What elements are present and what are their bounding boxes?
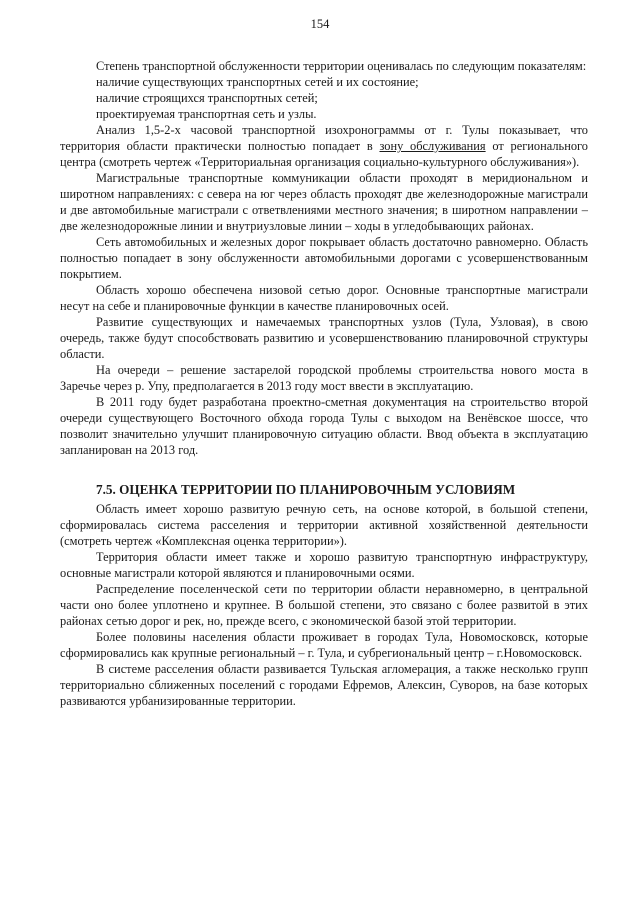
transport-infrastructure-paragraph: Территория области имеет также и хорошо развитую транспортную инфраструктуру, основные магистрали которой являются и планировочными осями. — [60, 550, 588, 580]
isochrone-text-end: от регионального центра (смотреть чертеж «Территориальная организация социально-культурного обслуживания»). — [60, 139, 588, 169]
section-heading: 7.5. ОЦЕНКА ТЕРРИТОРИИ ПО ПЛАНИРОВОЧНЫМ УСЛОВИЯМ — [96, 482, 516, 497]
bridge-paragraph: На очереди – решение застарелой городской проблемы строительства нового моста в Заречье через р. Упу, предполагается в 2013 году мост ввести в эксплуатацию. — [60, 363, 588, 393]
intro-list-item: проектируемая транспортная сеть и узлы. — [96, 107, 317, 121]
service-zone-link[interactable]: зону обслуживания — [379, 139, 486, 153]
intro-list-item: наличие строящихся транспортных сетей; — [96, 91, 318, 105]
bypass-paragraph: В 2011 году будет разработана проектно-сметная документация на строительство второй очереди существующего Восточного обхода города Тулы с выходом на Венёвское шоссе, что позволит значительно улучшит планировочную ситуацию области. Ввод объекта в эксплуатацию запланирован на 2013 год. — [60, 395, 588, 457]
transport-hubs-paragraph: Развитие существующих и намечаемых транспортных узлов (Тула, Узловая), в свою очередь, также будут способствовать развитию и усовершенствованию планировочной структуры области. — [60, 315, 588, 361]
population-paragraph: Более половины населения области проживает в городах Тула, Новомосковск, которые сформировались как крупные региональный – г. Тула, и субрегиональный центр – г.Новомосковск. — [60, 630, 588, 660]
road-network-paragraph: Сеть автомобильных и железных дорог покрывает область достаточно равномерно. Область полностью попадает в зону обслуженности автомобильными дорогами с усовершенствованным покрытием. — [60, 235, 588, 281]
document-body — [60, 58, 588, 709]
page-number: 154 — [310, 17, 330, 31]
low-level-roads-paragraph: Область хорошо обеспечена низовой сетью дорог. Основные транспортные магистрали несут на себе и планировочные функции в качестве планировочных осей. — [60, 283, 588, 313]
isochrone-paragraph — [60, 122, 588, 170]
settlement-distribution-paragraph: Распределение поселенческой сети по территории области неравномерно, в центральной части оно более уплотнено и крупнее. В большой степени, это связано с более развитой в этих районах сетью дорог и рек, но, прежде всего, с экономической базой этой территории. — [60, 582, 588, 628]
river-network-paragraph: Область имеет хорошо развитую речную сеть, на основе которой, в большой степени, сформировалась система расселения и территории активной хозяйственной деятельности (смотреть чертеж «Комплексная оценка территории»). — [60, 502, 588, 548]
isochrone-text-start: Анализ 1,5-2-х часовой транспортной изохронограммы от г. Тулы показывает, что территория области практически полностью попадает в — [60, 123, 588, 153]
intro-list-item: наличие существующих транспортных сетей и их состояние; — [96, 75, 419, 89]
main-communications-paragraph: Магистральные транспортные коммуникации области проходят в меридиональном и широтном направлениях: с севера на юг через область проходят две железнодорожные магистрали и две автомобильные магистрали с ответвлениями местного значения; в широтном направлении – две железнодорожные линии и внутриузловые линии – ходы в угледобывающих районах. — [60, 171, 588, 233]
agglomeration-paragraph: В системе расселения области развивается Тульская агломерация, а также несколько групп территориально сближенных поселений с городами Ефремов, Алексин, Суворов, на базе которых развиваются урбанизированные территории. — [60, 662, 588, 708]
intro-paragraph: Степень транспортной обслуженности территории оценивалась по следующим показателям: — [96, 59, 587, 73]
